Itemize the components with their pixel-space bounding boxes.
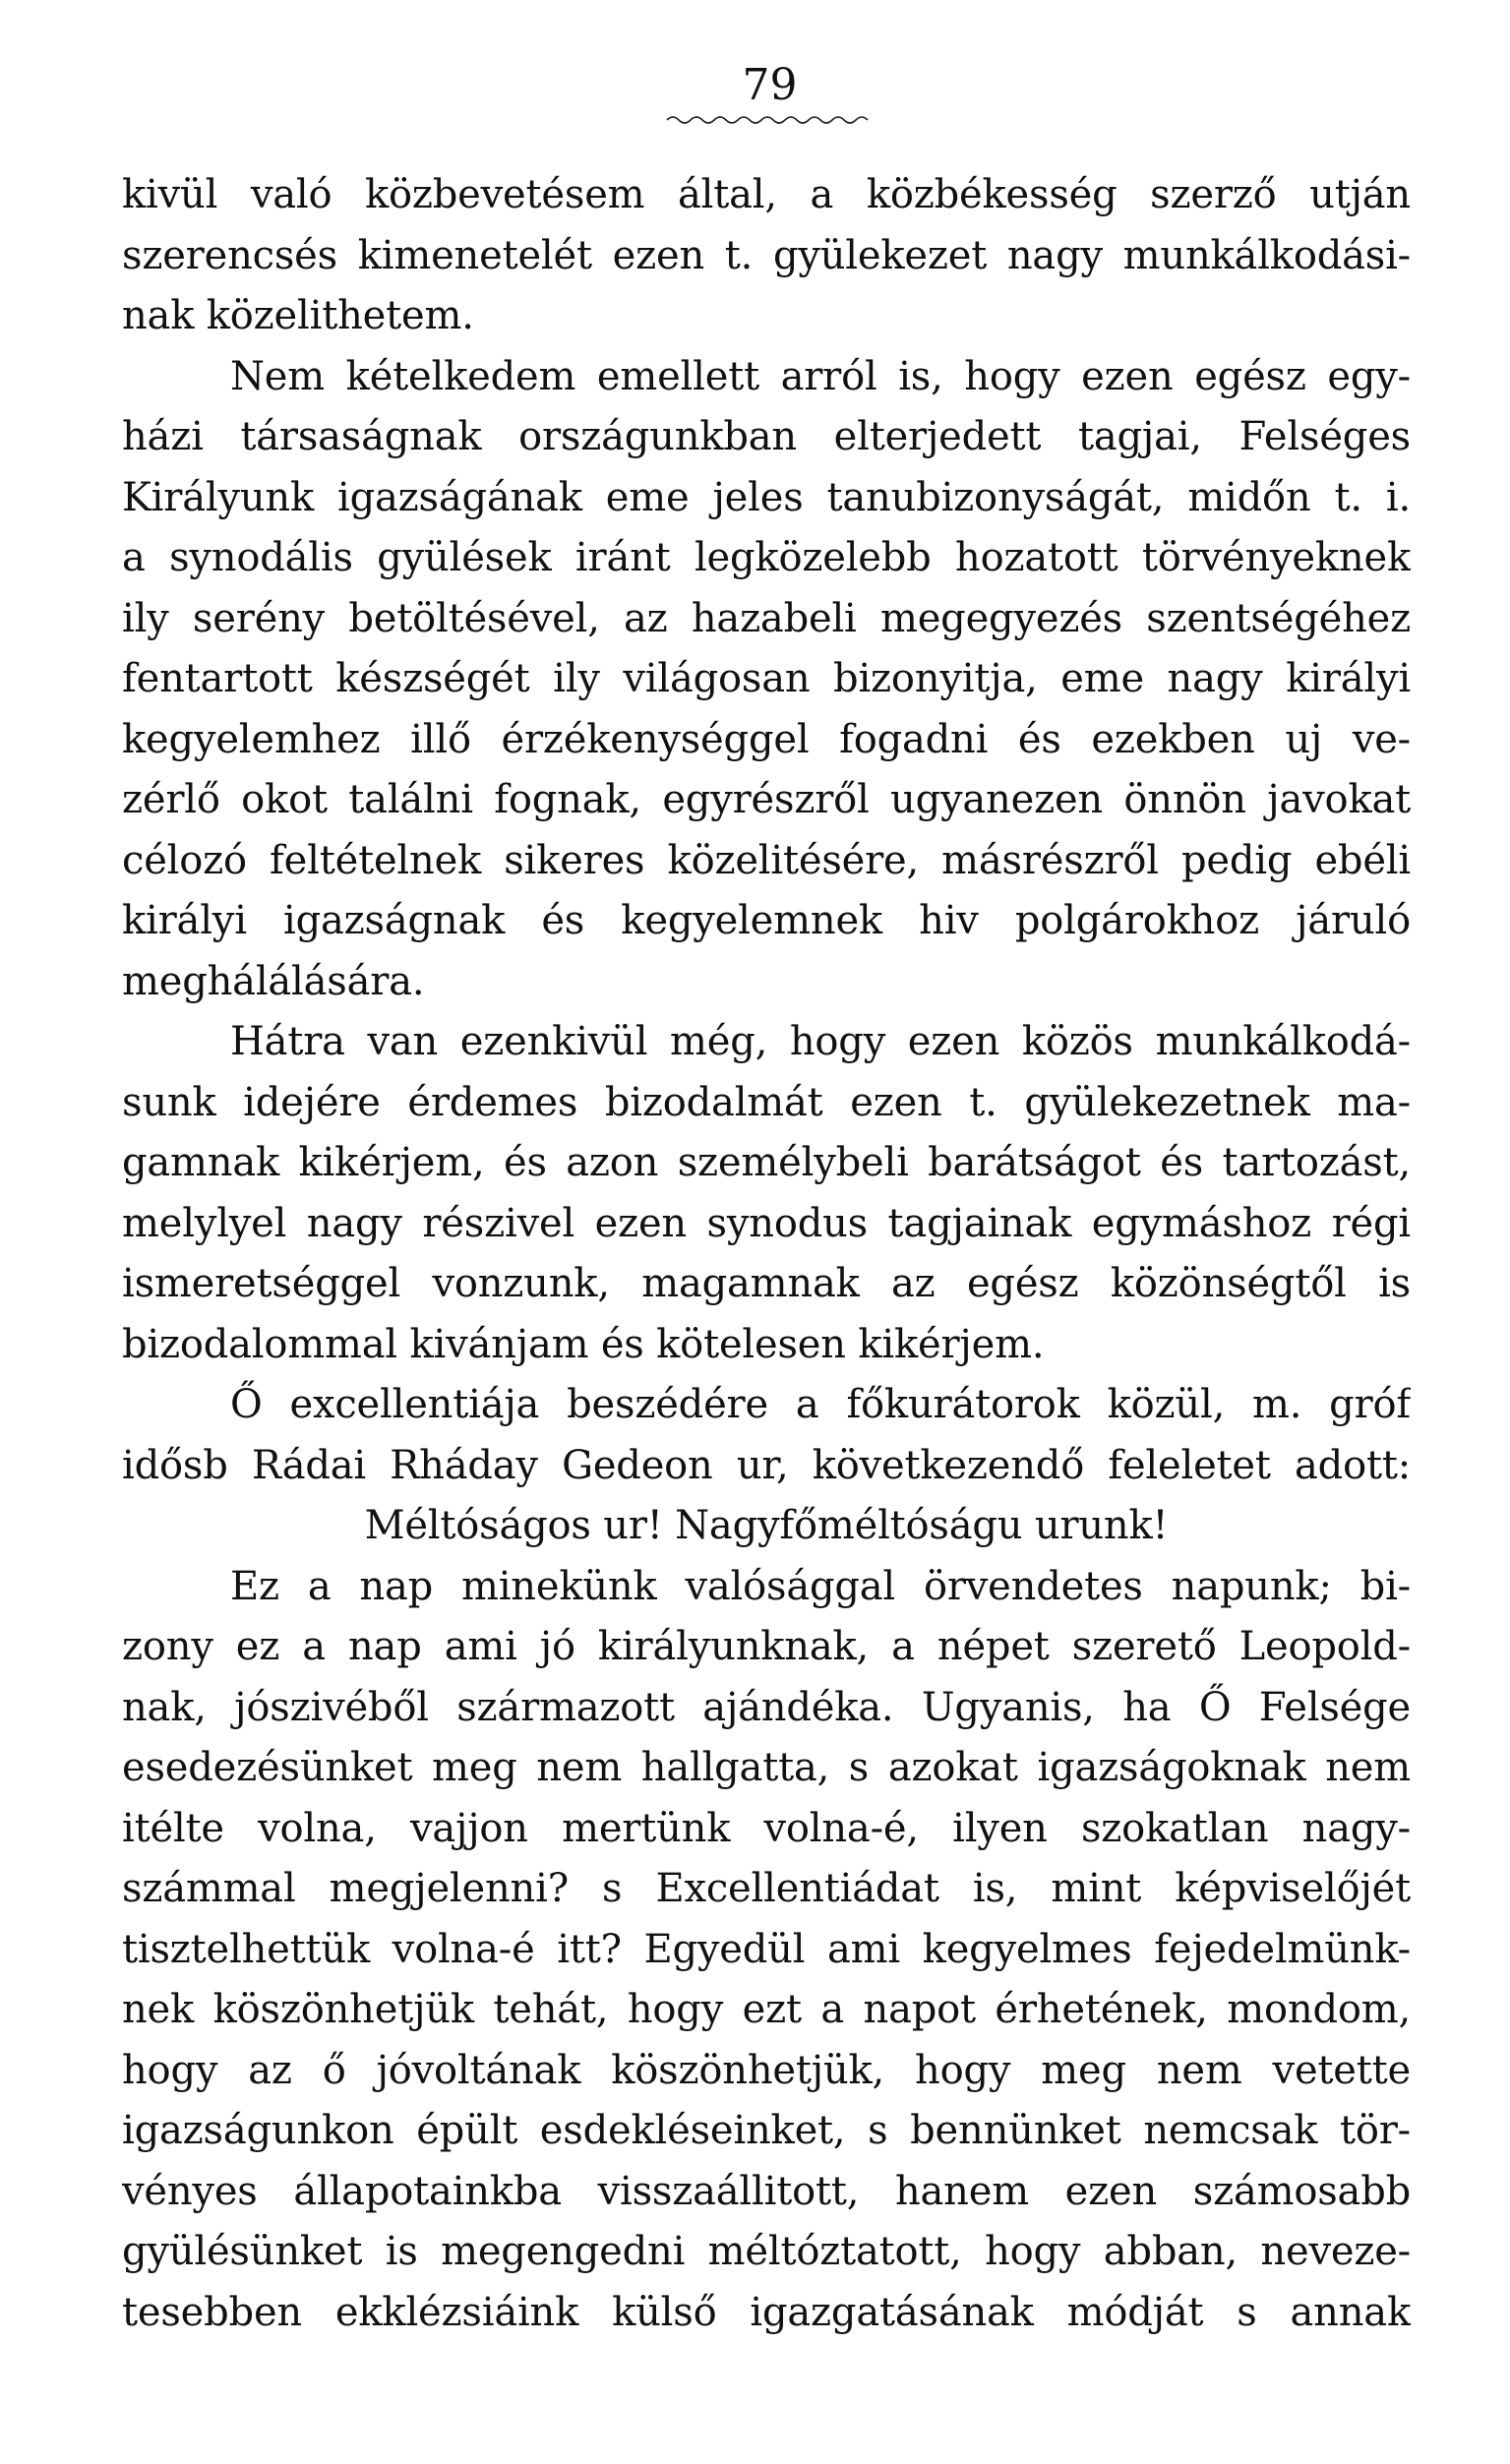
text-line: sunk idejére érdemes bizodalmát ezen t. gyülekezetnek ma- (122, 1079, 1411, 1125)
text-line: melylyel nagy részivel ezen synodus tagjainak egymáshoz régi (122, 1200, 1411, 1246)
text-line: gyülésünket is megengedni méltóztatott, hogy abban, neveze- (122, 2229, 1411, 2274)
text-line: Nem kételkedem emellett arról is, hogy ezen egész egy- (230, 353, 1411, 399)
text-line: Hátra van ezenkivül még, hogy ezen közös munkálkodá- (230, 1019, 1411, 1064)
text-line: ismeretséggel vonzunk, magamnak az egész közönségtől is (122, 1261, 1411, 1306)
body-text (122, 165, 1411, 2343)
text-line: kegyelemhez illő érzékenységgel fogadni és ezekben uj ve- (122, 716, 1411, 762)
text-line: igazságunkon épült esdekléseinket, s bennünket nemcsak tör- (122, 2108, 1411, 2153)
text-line: zony ez a nap ami jó királyunknak, a népet szerető Leopold- (122, 1624, 1411, 1669)
text-line: hogy az ő jóvoltának köszönhetjük, hogy meg nem vetette (122, 2047, 1411, 2093)
text-line: zérlő okot találni fognak, egyrészről ugyanezen önnön javokat (122, 777, 1411, 822)
text-line: ily serény betöltésével, az hazabeli megegyezés szentségéhez (122, 595, 1411, 641)
text-line: királyi igazságnak és kegyelemnek hiv polgárokhoz járuló (122, 898, 1411, 943)
page-number-ornament (665, 113, 872, 127)
text-line-salutation: Méltóságos ur! Nagyfőméltóságu urunk! (364, 1503, 1169, 1548)
text-line: itélte volna, vajjon mertünk volna-é, ilyen szokatlan nagy- (122, 1805, 1411, 1851)
text-line: kivül való közbevetésem által, a közbékesség szerző utján (122, 172, 1411, 217)
text-line: tisztelhettük volna-é itt? Egyedül ami kegyelmes fejedelmünk- (122, 1926, 1411, 1972)
text-line: tesebben ekklézsiáink külső igazgatásának módját s annak (122, 2289, 1411, 2335)
text-line: célozó feltételnek sikeres közelitésére, másrészről pedig ebéli (122, 837, 1411, 883)
text-line: nak, jószivéből származott ajándéka. Ugyanis, ha Ő Felsége (122, 1684, 1411, 1730)
text-line: idősb Rádai Rháday Gedeon ur, következendő feleletet adott: (122, 1442, 1411, 1488)
text-line: házi társaságnak országunkban elterjedett tagjai, Felséges (122, 414, 1411, 459)
text-line: vényes állapotainkba visszaállitott, hanem ezen számosabb (122, 2168, 1411, 2214)
text-line: bizodalommal kivánjam és kötelesen kikérjem. (122, 1321, 1045, 1367)
text-line: gamnak kikérjem, és azon személybeli barátságot és tartozást, (122, 1140, 1411, 1185)
text-line: fentartott készségét ily világosan bizonyitja, eme nagy királyi (122, 656, 1411, 701)
text-line: számmal megjelenni? s Excellentiádat is, mint képviselőjét (122, 1866, 1411, 1911)
text-line: a synodális gyülések iránt legközelebb hozatott törvényeknek (122, 535, 1411, 580)
text-line: nak közelithetem. (122, 293, 474, 338)
text-line: Ő excellentiája beszédére a főkurátorok közül, m. gróf (230, 1382, 1411, 1427)
text-line: Ez a nap minekünk valósággal örvendetes napunk; bi- (230, 1563, 1411, 1609)
text-line: Királyunk igazságának eme jeles tanubizonyságát, midőn t. i. (122, 474, 1411, 520)
page-number: 79 (742, 60, 798, 110)
text-line: szerencsés kimenetelét ezen t. gyülekezet nagy munkálkodási- (122, 232, 1411, 278)
text-line: meghálálására. (122, 958, 425, 1004)
text-line: nek köszönhetjük tehát, hogy ezt a napot érhetének, mondom, (122, 1987, 1411, 2032)
text-line: esedezésünket meg nem hallgatta, s azokat igazságoknak nem (122, 1745, 1411, 1790)
